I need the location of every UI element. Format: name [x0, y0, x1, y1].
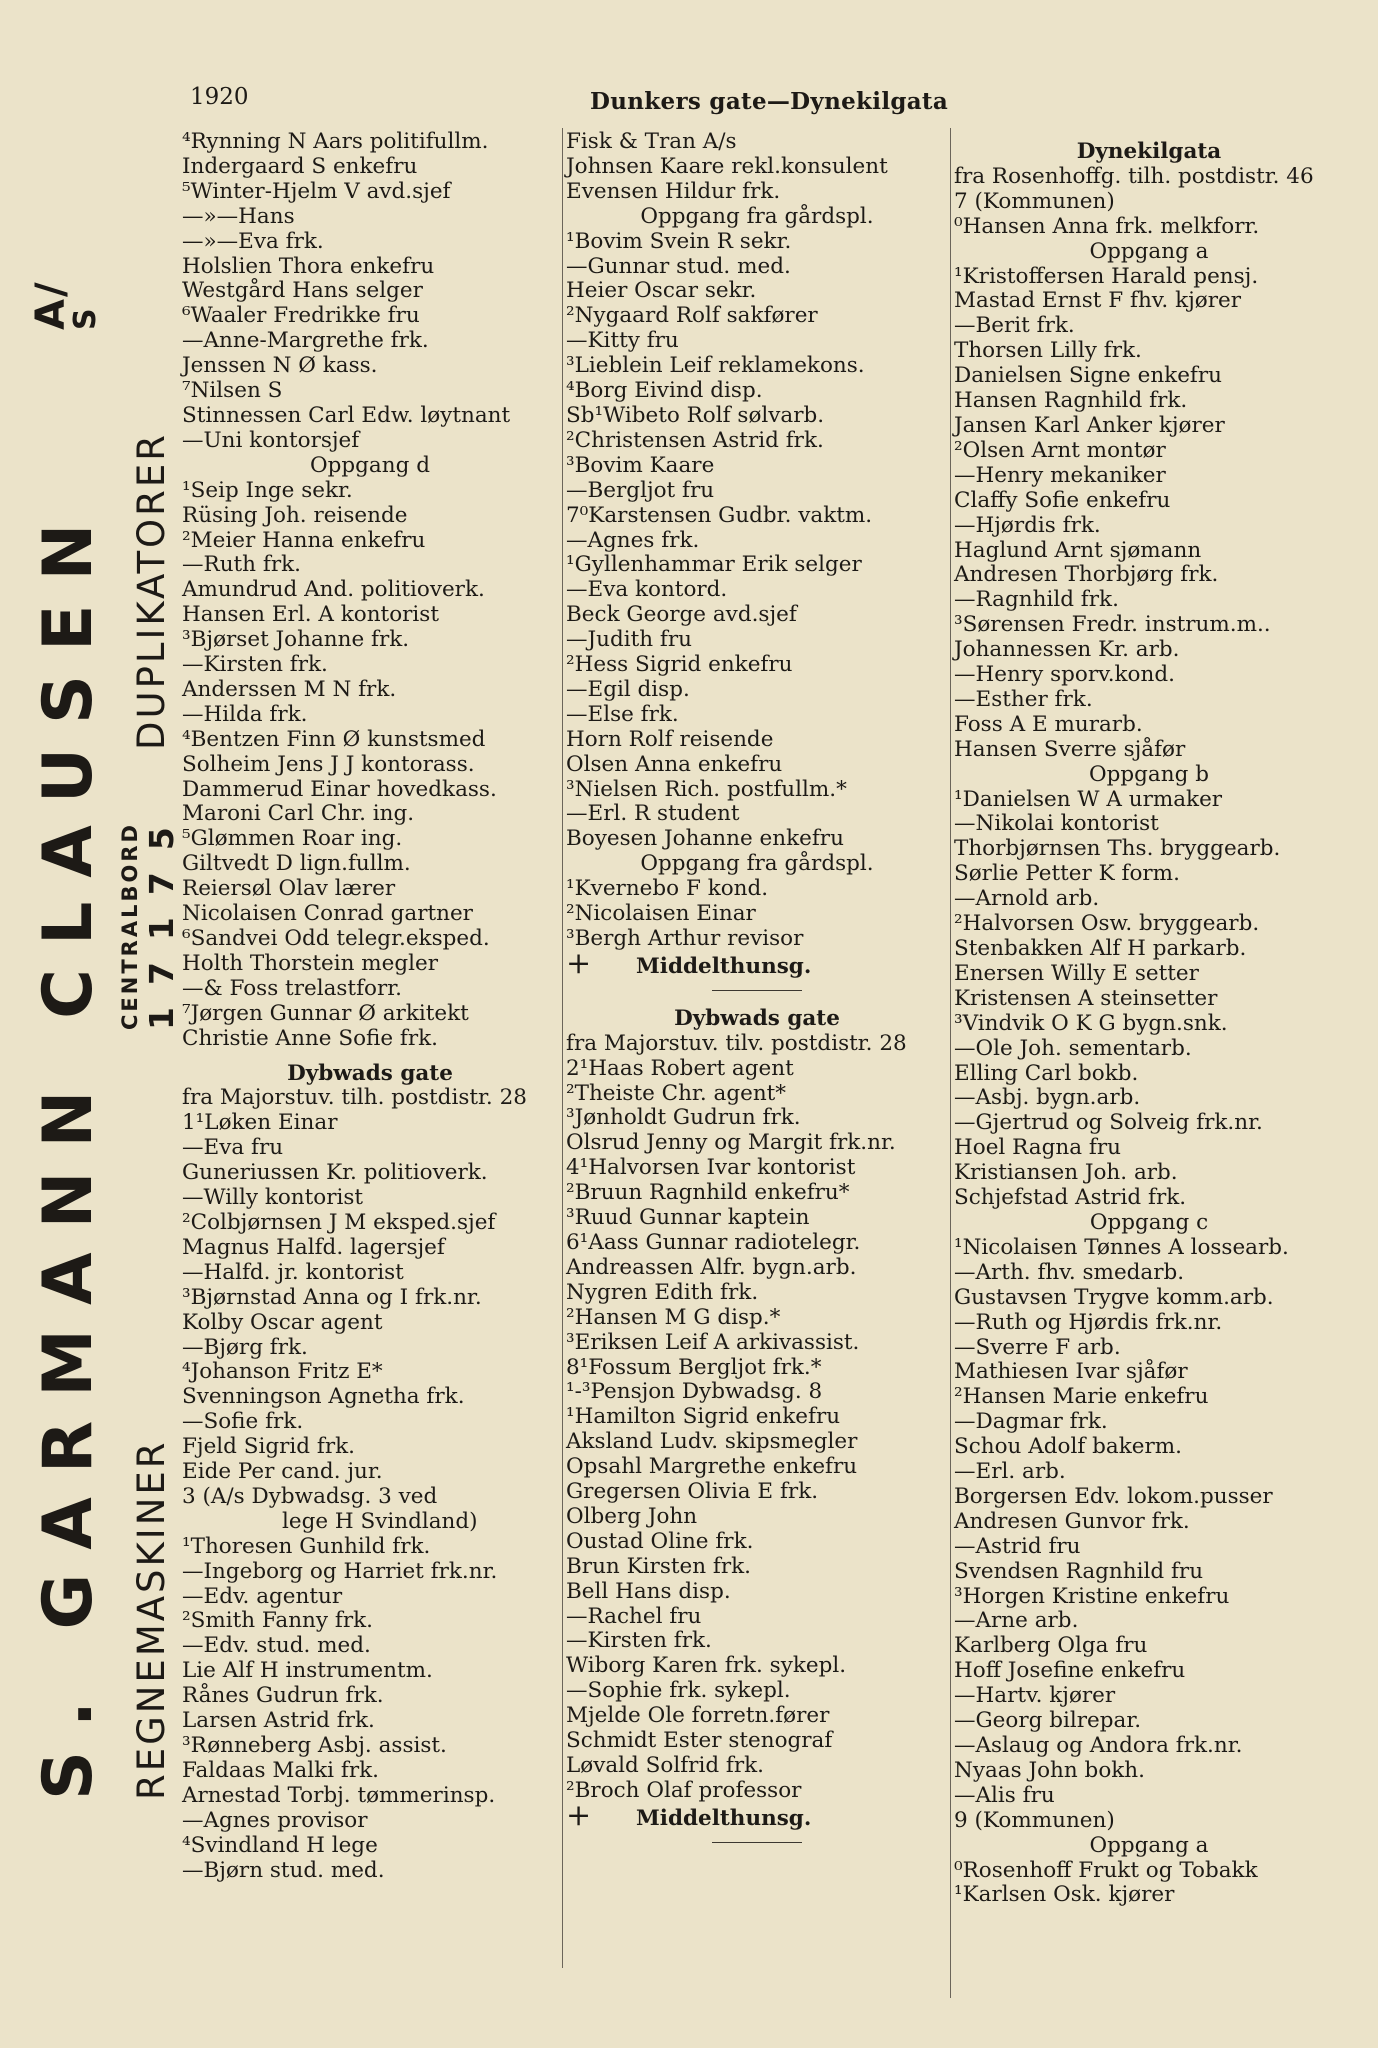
directory-entry: —Arth. fhv. smedarb. — [954, 1259, 1185, 1285]
directory-entry: Bell Hans disp. — [566, 1578, 731, 1604]
directory-entry: Rånes Gudrun frk. — [182, 1683, 384, 1709]
directory-entry: —Georg bilrepar. — [954, 1708, 1142, 1734]
directory-entry: ⁶Sandvei Odd telegr.eksped. — [182, 926, 490, 951]
ad-company-text: S. GARMANN CLAUSEN — [29, 499, 108, 1800]
directory-entry: —Ingeborg og Harriet frk.nr. — [182, 1558, 498, 1584]
directory-entry: —Kirsten frk. — [182, 652, 328, 678]
directory-entry: ¹Karlsen Osk. kjører — [954, 1882, 1175, 1908]
directory-entry: 7 (Kommunen) — [954, 188, 1115, 214]
plus-icon: + — [566, 1797, 592, 1833]
directory-entry: Johnsen Kaare rekl.konsulent — [566, 153, 888, 179]
ad-company-name — [28, 210, 108, 1800]
directory-entry: ²Theiste Chr. agent* — [566, 1080, 787, 1106]
directory-entry: —Ruth og Hjørdis frk.nr. — [954, 1309, 1223, 1335]
directory-entry: 2¹Haas Robert agent — [566, 1055, 794, 1081]
directory-entry: Jansen Karl Anker kjører — [954, 412, 1225, 438]
directory-entry: Guneriussen Kr. politioverk. — [182, 1160, 488, 1186]
directory-entry: ⁴Bentzen Finn Ø kunstsmed — [182, 726, 486, 752]
directory-entry: Solheim Jens J J kontorass. — [182, 751, 475, 777]
directory-entry: 1¹Løken Einar — [182, 1110, 338, 1136]
directory-entry: —»—Eva frk. — [182, 228, 324, 254]
directory-entry: ²Hess Sigrid enkefru — [566, 652, 793, 678]
directory-entry: ²Meier Hanna enkefru — [182, 527, 426, 553]
directory-entry: Fjeld Sigrid frk. — [182, 1434, 355, 1460]
directory-entry: —Agnes provisor — [182, 1807, 368, 1833]
directory-entry: ³Horgen Kristine enkefru — [954, 1583, 1230, 1609]
directory-entry: —Alis fru — [954, 1782, 1055, 1808]
directory-entry: Olsen Anna enkefru — [566, 751, 783, 777]
directory-entry: lege H Svindland) — [282, 1508, 478, 1534]
directory-entry: Hansen Erl. A kontorist — [182, 602, 439, 628]
directory-entry: Horn Rolf reisende — [566, 726, 774, 752]
directory-entry: Stinnessen Carl Edw. løytnant — [182, 402, 511, 428]
directory-entry: ³Bovim Kaare — [566, 452, 715, 478]
directory-entry: ⁴Borg Eivind disp. — [566, 378, 763, 404]
directory-entry: Danielsen Signe enkefru — [954, 363, 1222, 389]
directory-entry: —Judith fru — [566, 627, 693, 653]
directory-entry: ¹Bovim Svein R sekr. — [566, 228, 792, 254]
directory-entry: Lie Alf H instrumentm. — [182, 1658, 433, 1684]
directory-entry: Christie Anne Sofie frk. — [182, 1025, 439, 1051]
directory-entry: Foss A E murarb. — [954, 711, 1143, 737]
directory-entry: —Willy kontorist — [182, 1185, 364, 1211]
directory-entry: —Erl. arb. — [954, 1459, 1066, 1485]
directory-entry: ⁵Glømmen Roar ing. — [182, 826, 403, 852]
directory-entry: Hansen Ragnhild frk. — [954, 388, 1188, 414]
directory-entry: Mjelde Ole forretn.fører — [566, 1703, 830, 1729]
directory-entry: fra Majorstuv. tilh. postdistr. 28 — [182, 1085, 527, 1111]
directory-entry: ⁶Waaler Fredrikke fru — [182, 303, 420, 329]
ad-company-suffix-bottom: S — [68, 306, 103, 330]
directory-entry: Gustavsen Trygve komm.arb. — [954, 1284, 1274, 1310]
directory-entry: Opsahl Margrethe enkefru — [566, 1454, 858, 1480]
directory-entry: —Gjertrud og Solveig frk.nr. — [954, 1110, 1263, 1136]
directory-entry: ¹Kvernebo F kond. — [566, 876, 769, 902]
directory-entry: 8¹Fossum Bergljot frk.* — [566, 1354, 822, 1380]
directory-entry: ³Sørensen Fredr. instrum.m.. — [954, 612, 1271, 638]
directory-entry: Sb¹Wibeto Rolf sølvarb. — [566, 402, 825, 428]
directory-entry: 7⁰Karstensen Gudbr. vaktm. — [566, 502, 873, 528]
directory-entry: Nyaas John bokh. — [954, 1757, 1145, 1783]
section-separator — [712, 990, 802, 991]
street-heading: Dybwads gate — [287, 1060, 453, 1086]
directory-entry: Amundrud And. politioverk. — [182, 577, 485, 603]
directory-entry: Holth Thorstein megler — [182, 950, 439, 976]
directory-entry: Johannessen Kr. arb. — [954, 637, 1180, 663]
page-number: 1920 — [190, 84, 249, 110]
directory-entry: ²Christensen Astrid frk. — [566, 427, 824, 453]
directory-entry: Heier Oscar sekr. — [566, 278, 757, 304]
directory-entry: Mastad Ernst F fhv. kjører — [954, 288, 1241, 314]
directory-entry: ¹Thoresen Gunhild frk. — [182, 1533, 431, 1559]
directory-entry: ¹-³Pensjon Dybwadsg. 8 — [566, 1379, 823, 1405]
directory-entry: —Ruth frk. — [182, 552, 301, 578]
directory-entry: Hoff Josefine enkefru — [954, 1658, 1186, 1684]
directory-entry: 6¹Aass Gunnar radiotelegr. — [566, 1229, 861, 1255]
directory-entry: ³Ruud Gunnar kaptein — [566, 1205, 810, 1231]
directory-entry: —Sofie frk. — [182, 1409, 304, 1435]
directory-entry: —Nikolai kontorist — [954, 811, 1159, 837]
directory-entry: Kolby Oscar agent — [182, 1309, 383, 1335]
directory-entry: 3 (A/s Dybwadsg. 3 ved — [182, 1483, 438, 1509]
cross-street-name: Middelthunsg. — [636, 1805, 812, 1831]
directory-entry: Hoel Ragna fru — [954, 1135, 1121, 1161]
running-head: Dunkers gate—Dynekilgata — [590, 88, 949, 115]
directory-entry: ²Smith Fanny frk. — [182, 1608, 373, 1634]
directory-column-3 — [954, 130, 1344, 1908]
directory-entry: ²Bruun Ragnhild enkefru* — [566, 1180, 850, 1206]
directory-entry: ¹Seip Inge sekr. — [182, 477, 353, 503]
directory-entry: Schmidt Ester stenograf — [566, 1728, 833, 1754]
cross-street-name: Middelthunsg. — [636, 953, 812, 979]
directory-entry: Evensen Hildur frk. — [566, 178, 781, 204]
directory-entry: Boyesen Johanne enkefru — [566, 826, 844, 852]
directory-entry: ³Jønholdt Gudrun frk. — [566, 1105, 801, 1131]
entrance-heading: Oppgang c — [1089, 1209, 1209, 1235]
directory-entry: —Uni kontorsjef — [182, 427, 360, 453]
ad-centralbord-label: CENTRALBORD — [118, 822, 142, 1030]
directory-entry: —Gunnar stud. med. — [566, 253, 791, 279]
directory-entry: Andresen Thorbjørg frk. — [954, 562, 1219, 588]
directory-entry: ²Colbjørnsen J M eksped.sjef — [182, 1209, 496, 1235]
directory-entry: Fisk & Tran A/s — [566, 129, 737, 154]
directory-entry: ⁴Svindland H lege — [182, 1832, 378, 1858]
directory-entry: ³Vindvik O K G bygn.snk. — [954, 1010, 1228, 1036]
ad-company-suffix-top: A/ — [28, 280, 74, 330]
directory-entry: ¹Hamilton Sigrid enkefru — [566, 1404, 841, 1430]
directory-entry: Westgård Hans selger — [182, 278, 423, 304]
directory-entry: ¹Danielsen W A urmaker — [954, 786, 1223, 812]
directory-entry: Maroni Carl Chr. ing. — [182, 801, 415, 827]
directory-entry: Nicolaisen Conrad gartner — [182, 901, 473, 927]
directory-entry: —Sophie frk. sykepl. — [566, 1678, 791, 1704]
directory-entry: fra Rosenhoffg. tilh. postdistr. 46 — [954, 163, 1314, 189]
directory-entry: —Hartv. kjører — [954, 1683, 1116, 1709]
directory-entry: ³Eriksen Leif A arkivassist. — [566, 1329, 860, 1355]
directory-entry: Olsrud Jenny og Margit frk.nr. — [566, 1130, 896, 1156]
directory-entry: ³Lieblein Leif reklamekons. — [566, 353, 865, 379]
directory-entry: ¹Gyllenhammar Erik selger — [566, 552, 862, 578]
directory-entry: ⁴Johanson Fritz E* — [182, 1359, 383, 1385]
street-heading: Dybwads gate — [674, 1005, 840, 1031]
entrance-heading: Oppgang fra gårdspl. — [640, 203, 874, 229]
directory-entry: —Henry sporv.kond. — [954, 662, 1175, 688]
directory-entry: ²Nicolaisen Einar — [566, 901, 756, 927]
garmann-clausen-advertisement — [30, 210, 190, 1800]
directory-entry: —Bjørn stud. med. — [182, 1857, 385, 1883]
directory-entry: Andresen Gunvor frk. — [954, 1508, 1190, 1534]
entrance-heading: Oppgang a — [1089, 1832, 1209, 1858]
directory-entry: Larsen Astrid frk. — [182, 1708, 375, 1734]
directory-entry: Dammerud Einar hovedkass. — [182, 776, 497, 802]
directory-entry: —& Foss trelastforr. — [182, 975, 402, 1001]
directory-entry: ³Rønneberg Asbj. assist. — [182, 1733, 447, 1758]
directory-entry: ⁵Winter-Hjelm V avd.sjef — [182, 178, 451, 204]
directory-entry: ⁰Rosenhoff Frukt og Tobakk — [954, 1857, 1258, 1883]
directory-entry: Oustad Oline frk. — [566, 1528, 754, 1554]
directory-entry: ⁷Jørgen Gunnar Ø arkitekt — [182, 1000, 469, 1026]
directory-entry: ⁰Hansen Anna frk. melkforr. — [954, 213, 1260, 239]
directory-entry: Hansen Sverre sjåfør — [954, 736, 1186, 762]
directory-entry: —Edv. stud. med. — [182, 1633, 371, 1659]
entrance-heading: Oppgang fra gårdspl. — [640, 851, 874, 877]
directory-entry: —Edv. agentur — [182, 1583, 343, 1609]
directory-entry: ²Hansen Marie enkefru — [954, 1384, 1209, 1410]
directory-entry: —Else frk. — [566, 701, 679, 727]
entrance-heading: Oppgang d — [310, 452, 430, 478]
directory-entry: Giltvedt D lign.fullm. — [182, 851, 411, 877]
directory-entry: ⁷Nilsen S — [182, 378, 283, 404]
directory-entry: ²Hansen M G disp.* — [566, 1304, 781, 1330]
directory-entry: Kristensen A steinsetter — [954, 985, 1218, 1011]
directory-column-1 — [182, 130, 558, 1883]
directory-entry: Haglund Arnt sjømann — [954, 537, 1202, 563]
directory-entry: —Esther frk. — [954, 686, 1093, 712]
column-divider — [950, 128, 951, 1998]
street-heading: Dynekilgata — [1076, 139, 1222, 164]
entrance-heading: Oppgang b — [1089, 761, 1209, 787]
directory-entry: Andreassen Alfr. bygn.arb. — [566, 1254, 857, 1280]
directory-entry: ²Nygaard Rolf sakfører — [566, 303, 818, 329]
directory-entry: —Halfd. jr. kontorist — [182, 1259, 404, 1285]
directory-entry: ²Halvorsen Osw. bryggearb. — [954, 911, 1260, 937]
directory-entry: 4¹Halvorsen Ivar kontorist — [566, 1155, 856, 1181]
directory-entry: Kristiansen Joh. arb. — [954, 1160, 1178, 1186]
cross-street-marker — [566, 1797, 948, 1833]
directory-entry: Svenningson Agnetha frk. — [182, 1384, 465, 1410]
directory-entry: —Eva kontord. — [566, 577, 728, 603]
directory-entry: Elling Carl bokb. — [954, 1060, 1139, 1086]
directory-entry: Beck George avd.sjef — [566, 602, 797, 628]
directory-column-2 — [566, 130, 948, 1849]
directory-entry: —Henry mekaniker — [954, 462, 1166, 488]
directory-entry: Schou Adolf bakerm. — [954, 1434, 1182, 1460]
directory-entry: Thorbjørnsen Ths. bryggearb. — [954, 836, 1281, 862]
column-divider — [562, 128, 563, 1968]
directory-entry: —Hjørdis frk. — [954, 512, 1101, 538]
directory-entry: —Sverre F arb. — [954, 1334, 1121, 1360]
directory-entry: —Bergljot fru — [566, 477, 715, 503]
directory-entry: —Erl. R student — [566, 801, 740, 827]
ad-phone-number: 17175 — [142, 805, 181, 1030]
directory-entry: Borgersen Edv. lokom.pusser — [954, 1483, 1273, 1509]
directory-entry: Magnus Halfd. lagersjef — [182, 1234, 445, 1260]
directory-entry: ³Bjørnstad Anna og I frk.nr. — [182, 1284, 482, 1310]
directory-entry: Gregersen Olivia E frk. — [566, 1479, 819, 1505]
directory-entry: —Ragnhild frk. — [954, 587, 1119, 613]
directory-entry: Karlberg Olga fru — [954, 1633, 1148, 1659]
directory-entry: Claffy Sofie enkefru — [954, 487, 1171, 513]
directory-entry: ²Olsen Arnt montør — [954, 437, 1166, 463]
directory-entry: Schjefstad Astrid frk. — [954, 1185, 1187, 1211]
directory-entry: —Aslaug og Andora frk.nr. — [954, 1733, 1243, 1758]
directory-entry: —Astrid fru — [954, 1533, 1081, 1559]
directory-entry: —Bjørg frk. — [182, 1334, 308, 1360]
directory-entry: Brun Kirsten frk. — [566, 1553, 751, 1579]
directory-entry: Mathiesen Ivar sjåfør — [954, 1359, 1188, 1385]
directory-entry: ¹Kristoffersen Harald pensj. — [954, 263, 1259, 289]
plus-icon: + — [566, 945, 592, 981]
directory-entry: Nygren Edith frk. — [566, 1279, 759, 1305]
ad-regnemaskiner: REGNEMASKINER — [130, 1439, 173, 1800]
section-separator — [712, 1842, 802, 1843]
directory-entry: ²Broch Olaf professor — [566, 1777, 802, 1803]
directory-entry: Holslien Thora enkefru — [182, 253, 435, 279]
directory-entry: —Berit frk. — [954, 313, 1075, 339]
directory-entry: Eide Per cand. jur. — [182, 1459, 383, 1485]
directory-entry: Wiborg Karen frk. sykepl. — [566, 1653, 847, 1679]
directory-entry: ³Bergh Arthur revisor — [566, 926, 804, 951]
directory-entry: —»—Hans — [182, 203, 295, 229]
directory-entry: Aksland Ludv. skipsmegler — [566, 1429, 858, 1455]
directory-entry: Stenbakken Alf H parkarb. — [954, 936, 1247, 961]
directory-entry: Reiersøl Olav lærer — [182, 876, 396, 902]
directory-entry: —Dagmar frk. — [954, 1409, 1108, 1435]
entrance-heading: Oppgang a — [1089, 238, 1209, 264]
directory-entry: Anderssen M N frk. — [182, 676, 397, 702]
directory-entry: Enersen Willy E setter — [954, 960, 1199, 986]
directory-entry: fra Majorstuv. tilv. postdistr. 28 — [566, 1030, 907, 1056]
directory-entry: —Arne arb. — [954, 1608, 1079, 1634]
cross-street-marker — [566, 945, 948, 981]
directory-entry: ¹Nicolaisen Tønnes A lossearb. — [954, 1234, 1289, 1260]
directory-entry: Svendsen Ragnhild fru — [954, 1558, 1204, 1584]
directory-entry: —Anne-Margrethe frk. — [182, 328, 429, 354]
directory-entry: —Eva fru — [182, 1135, 284, 1161]
directory-entry: Arnestad Torbj. tømmerinsp. — [182, 1782, 496, 1808]
directory-entry: Indergaard S enkefru — [182, 153, 418, 179]
directory-entry: —Kirsten frk. — [566, 1628, 712, 1654]
directory-entry: Rüsing Joh. reisende — [182, 502, 408, 528]
directory-entry: ³Bjørset Johanne frk. — [182, 627, 410, 653]
directory-entry: Thorsen Lilly frk. — [954, 338, 1142, 364]
directory-entry: —Asbj. bygn.arb. — [954, 1085, 1141, 1111]
directory-entry: ⁴Rynning N Aars politifullm. — [182, 129, 489, 154]
directory-entry: —Kitty fru — [566, 328, 679, 354]
directory-entry: Olberg John — [566, 1503, 698, 1529]
directory-entry: —Egil disp. — [566, 676, 690, 702]
ad-duplikatorer: DUPLIKATORER — [130, 432, 173, 750]
directory-entry: ³Nielsen Rich. postfullm.* — [566, 776, 847, 802]
directory-entry: Løvald Solfrid frk. — [566, 1753, 765, 1778]
directory-entry: Sørlie Petter K form. — [954, 861, 1180, 887]
directory-entry: Jenssen N Ø kass. — [182, 353, 378, 379]
directory-entry: 9 (Kommunen) — [954, 1807, 1115, 1833]
directory-entry: —Arnold arb. — [954, 886, 1100, 912]
directory-entry: —Agnes frk. — [566, 527, 700, 553]
directory-entry: —Ole Joh. sementarb. — [954, 1035, 1192, 1061]
directory-entry: Faldaas Malki frk. — [182, 1757, 379, 1783]
directory-entry: —Hilda frk. — [182, 701, 308, 727]
directory-entry: —Rachel fru — [566, 1603, 702, 1629]
